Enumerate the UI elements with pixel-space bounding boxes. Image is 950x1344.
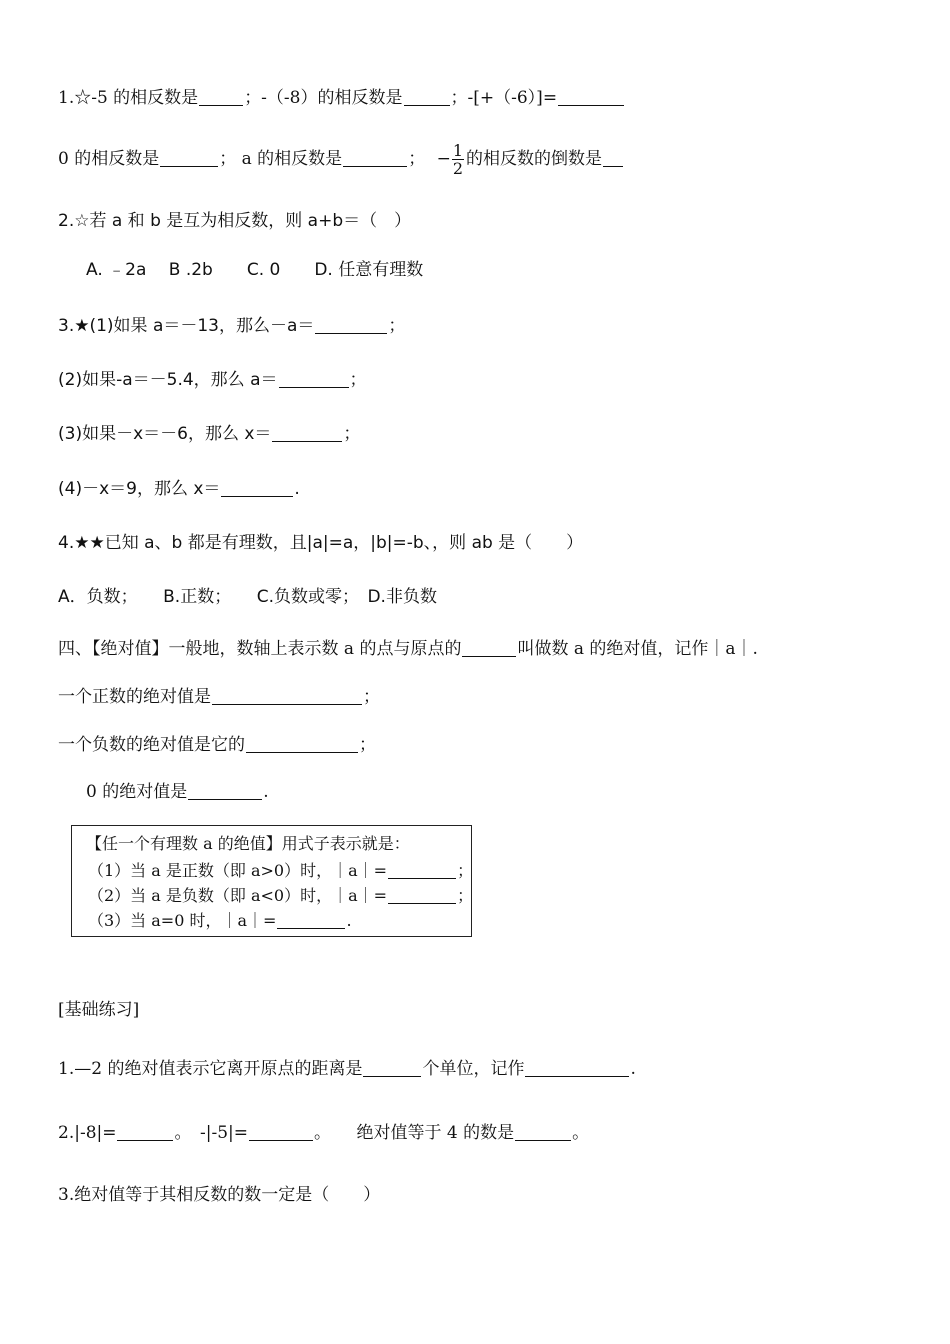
practice-ex3: 3.绝对值等于其相反数的数一定是（ ） (58, 1185, 381, 1205)
abs-definition (58, 638, 758, 660)
q3-part2-text: (2)如果-a＝－5.4，那么 a＝ (58, 370, 278, 390)
abs-def-text-a: 四、【绝对值】一般地，数轴上表示数 a 的点与原点的 (58, 639, 462, 659)
q1-blank-2[interactable] (404, 87, 450, 106)
abs-positive-blank[interactable] (212, 686, 362, 705)
practice-ex2-text-c: 。 绝对值等于 4 的数是 (314, 1123, 515, 1143)
q3-part4-end: . (294, 479, 300, 499)
q1-text-a: 1.☆-5 的相反数是 (58, 88, 199, 108)
box-case-2 (88, 886, 473, 906)
q3-part2 (58, 369, 367, 391)
practice-ex1-text-b: 个单位，记作 (422, 1059, 525, 1079)
practice-ex2-text-b: 。 -|-5|= (174, 1123, 248, 1143)
practice-ex2-blank-1[interactable] (117, 1122, 173, 1141)
q3-part1-text: 3.★(1)如果 a＝－13，那么－a＝ (58, 316, 315, 336)
q1-blank-4[interactable] (160, 148, 218, 167)
q1-text-b: ；-（-8）的相反数是 (244, 88, 403, 108)
abs-negative (58, 734, 376, 756)
abs-value-summary-box (71, 825, 472, 937)
practice-ex1-text-c: . (630, 1059, 636, 1079)
q1-line2 (58, 142, 624, 177)
abs-positive-end: ； (363, 687, 380, 707)
box-blank-3[interactable] (277, 913, 345, 929)
practice-ex1-blank-1[interactable] (363, 1058, 421, 1077)
abs-zero-end: . (263, 782, 269, 802)
box-case-2-text: （2）当 a 是负数（即 a<0）时，｜a｜= (88, 886, 388, 905)
box-blank-2[interactable] (388, 888, 456, 904)
fraction-denominator: 2 (452, 159, 464, 178)
abs-negative-text: 一个负数的绝对值是它的 (58, 735, 245, 755)
q4-options: A．负数； B.正数； C.负数或零； D.非负数 (58, 587, 437, 607)
q1-text-g: 的相反数的倒数是 (466, 149, 603, 169)
practice-ex1-text-a: 1.—2 的绝对值表示它离开原点的距离是 (58, 1059, 363, 1079)
q2-options: A. ﹣2a B .2b C. 0 D. 任意有理数 (86, 260, 424, 280)
q1-blank-1[interactable] (199, 87, 243, 106)
q3-blank-4[interactable] (221, 478, 293, 497)
q3-blank-1[interactable] (315, 315, 387, 334)
fraction-one-half (452, 142, 464, 177)
abs-zero-text: 0 的绝对值是 (86, 782, 188, 802)
q3-part2-end: ； (349, 370, 367, 390)
q1-text-f: ； (408, 149, 426, 169)
box-case-1 (88, 861, 473, 881)
q1-line1 (58, 87, 625, 109)
q2-stem: 2.☆若 a 和 b 是互为相反数，则 a+b＝（ ） (58, 211, 412, 231)
practice-ex1 (58, 1058, 636, 1080)
box-case-1-end: ； (457, 861, 474, 880)
abs-def-blank[interactable] (462, 638, 516, 657)
abs-positive-text: 一个正数的绝对值是 (58, 687, 211, 707)
q3-part4 (58, 478, 300, 500)
abs-def-text-b: 叫做数 a 的绝对值，记作｜a｜. (517, 639, 758, 659)
abs-zero (86, 781, 269, 803)
q1-blank-6[interactable] (603, 148, 623, 167)
abs-positive (58, 686, 380, 708)
box-case-3-end: . (346, 911, 352, 930)
box-blank-1[interactable] (388, 863, 456, 879)
fraction-sign: − (436, 149, 451, 169)
q3-part3 (58, 423, 360, 445)
practice-ex2-blank-3[interactable] (515, 1122, 571, 1141)
q4-stem: 4.★★已知 a、b 都是有理数，且|a|=a，|b|=-b、，则 ab 是（ ） (58, 533, 584, 553)
q3-part3-end: ； (343, 424, 361, 444)
box-case-2-end: ； (457, 886, 474, 905)
q1-blank-3[interactable] (558, 87, 624, 106)
q3-blank-2[interactable] (279, 369, 349, 388)
q1-text-c: ；-[+（-6）]= (450, 88, 558, 108)
q1-text-e: ； a 的相反数是 (219, 149, 343, 169)
practice-ex2-text-d: 。 (572, 1123, 590, 1143)
q3-part1-end: ； (388, 316, 406, 336)
q3-part3-text: (3)如果－x＝－6，那么 x＝ (58, 424, 272, 444)
practice-ex2-blank-2[interactable] (249, 1122, 313, 1141)
box-title: 【任一个有理数 a 的绝值】用式子表示就是： (86, 834, 410, 853)
practice-ex2 (58, 1122, 589, 1144)
q1-text-d: 0 的相反数是 (58, 149, 160, 169)
practice-ex2-text-a: 2.|-8|= (58, 1123, 117, 1143)
abs-negative-end: ； (359, 735, 376, 755)
q3-part1 (58, 315, 405, 337)
q1-blank-5[interactable] (343, 148, 407, 167)
fraction-numerator: 1 (452, 141, 464, 160)
abs-negative-blank[interactable] (246, 734, 358, 753)
abs-zero-blank[interactable] (188, 781, 262, 800)
practice-ex1-blank-2[interactable] (525, 1058, 629, 1077)
box-case-1-text: （1）当 a 是正数（即 a>0）时，｜a｜= (88, 861, 388, 880)
box-case-3-text: （3）当 a=0 时，｜a｜= (88, 911, 277, 930)
q3-blank-3[interactable] (272, 423, 342, 442)
box-case-3 (88, 911, 352, 931)
q3-part4-text: (4)－x＝9，那么 x＝ (58, 479, 221, 499)
practice-heading: [基础练习] (58, 1000, 140, 1020)
